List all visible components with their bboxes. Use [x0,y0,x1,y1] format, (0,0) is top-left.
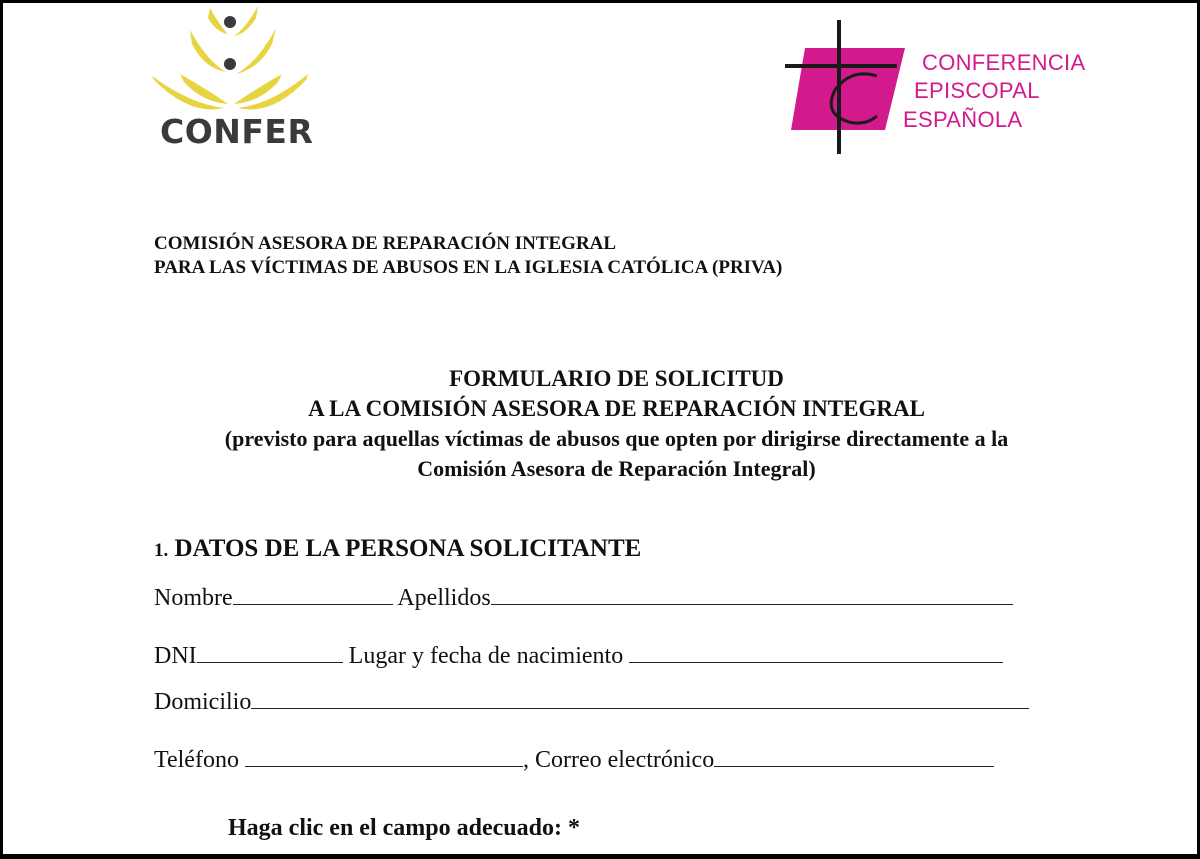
dni-label: DNI [154,643,197,669]
telefono-field[interactable] [245,744,523,767]
form-title-line-1: FORMULARIO DE SOLICITUD [449,366,784,391]
row-domicilio [154,686,1029,716]
form-title [0,364,1200,484]
apellidos-field[interactable] [491,582,1013,605]
row-nombre-apellidos [154,582,1013,612]
nombre-label: Nombre [154,585,233,611]
form-title-line-3: (previsto para aquellas víctimas de abusos que opten por dirigirse directamente a la [224,426,1009,451]
cee-logo-line-3: ESPAÑOLA [903,107,1023,132]
instruction-text: Haga clic en el campo adecuado: * [228,815,580,841]
cee-logo-line-1: CONFERENCIA [922,50,1086,75]
section-1-heading [154,535,641,563]
cee-logo-line-2: EPISCOPAL [914,78,1040,103]
dni-field[interactable] [197,640,343,663]
domicilio-field[interactable] [251,686,1029,709]
apellidos-label: Apellidos [397,585,491,611]
row-telefono-correo [154,744,994,774]
section-number: 1. [154,540,169,561]
correo-label: , Correo electrónico [522,747,715,773]
commission-name: COMISIÓN ASESORA DE REPARACIÓN INTEGRAL [154,233,617,254]
section-title: DATOS DE LA PERSONA SOLICITANTE [174,535,642,562]
domicilio-label: Domicilio [154,689,252,715]
nacimiento-field[interactable] [629,640,1003,663]
nacimiento-label: Lugar y fecha de nacimiento [348,643,624,669]
correo-field[interactable] [714,744,994,767]
row-dni-nacimiento [154,640,1003,670]
commission-subtitle: PARA LAS VÍCTIMAS DE ABUSOS EN LA IGLESIA CATÓLICA (PRIVA) [154,257,783,278]
confer-logo-text: CONFER [160,112,314,151]
telefono-label: Teléfono [154,747,239,773]
cee-logo-icon [785,18,910,156]
nombre-field[interactable] [233,582,393,605]
form-title-line-4: Comisión Asesora de Reparación Integral) [417,456,816,481]
form-title-line-2: A LA COMISIÓN ASESORA DE REPARACIÓN INTEGRAL [308,396,925,421]
